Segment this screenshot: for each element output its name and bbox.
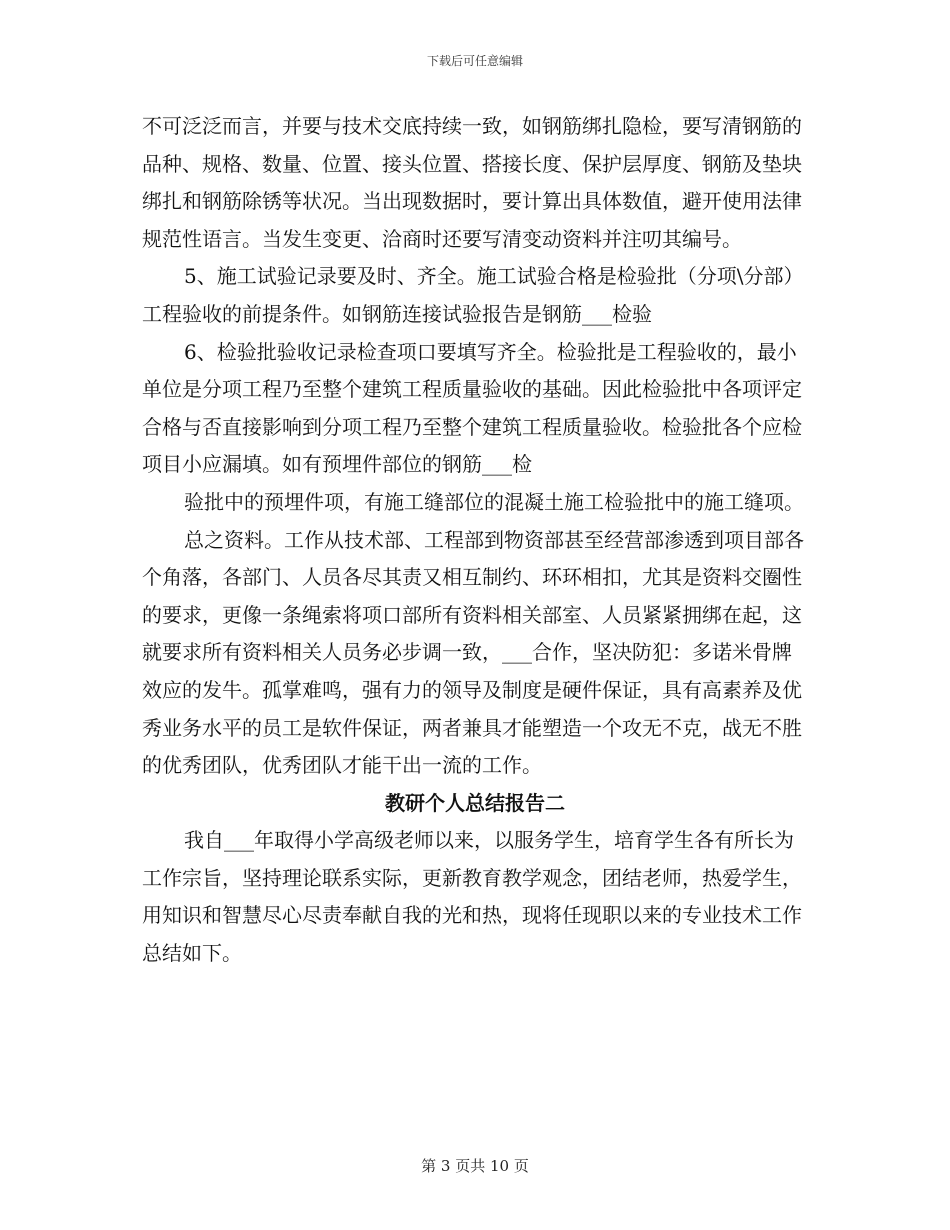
paragraph-continuation: 不可泛泛而言，并要与技术交底持续一致，如钢筋绑扎隐检，要写清钢筋的品种、规格、数量、位置、接头位置、搭接长度、保护层厚度、钢筋及垫块绑扎和钢筋除锈等状况。当出现数据时，要计算出具体数值，避开使用法律规范性语言。当发生变更、洽商时还要写清变动资料并注叨其编号。 (142, 114, 802, 251)
paragraph-summary: 总之资料。工作从技术部、工程部到物资部甚至经营部渗透到项目部各个角落，各部门、人员各尽其责又相互制约、环环相扣，尤其是资料交圈性的要求，更像一条绳索将项口部所有资料相关部室、人员紧紧拥绑在起，这就要求所有资料相关人员务必步调一致，___合作，坚决防犯：多诺米骨牌效应的发牛。孤掌难鸣，强有力的领导及制度是硬件保证，具有高素养及优秀业务水平的员工是软件保证，两者兼具才能塑造一个攻无不克，战无不胜的优秀团队，优秀团队才能干出一流的工作。 (142, 527, 804, 778)
section-paragraph: 我自___年取得小学高级老师以来，以服务学生，培育学生各有所长为工作宗旨，坚持理论联系实际，更新教育教学观念，团结老师，热爱学生，用知识和智慧尽心尽责奉献自我的光和热，现将任现职以来的专业技术工作总结如下。 (142, 828, 802, 966)
page-footer: 第 3 页共 10 页 (421, 1157, 529, 1175)
paragraph-item-5: 5、施工试验记录要及时、齐全。施工试验合格是检验批（分项\分部）工程验收的前提条件。如钢筋连接试验报告是钢筋___检验 (142, 264, 804, 326)
paragraph-item-6: 6、检验批验收记录检查项口要填写齐全。检验批是工程验收的，最小单位是分项工程乃至整个建筑工程质量验收的基础。因此检验批中各项评定合格与否直接影响到分项工程乃至整个建筑工程质量验收。检验批各个应检项目小应漏填。如有预埋件部位的钢筋___检 (142, 339, 802, 477)
document-body (142, 108, 808, 973)
page-header: 下载后可任意编辑 (426, 54, 523, 68)
section-title: 教研个人总结报告二 (385, 790, 565, 815)
paragraph-item-6-continued: 验批中的预埋件项，有施工缝部位的混凝土施工检验批中的施工缝项。 (184, 489, 804, 514)
